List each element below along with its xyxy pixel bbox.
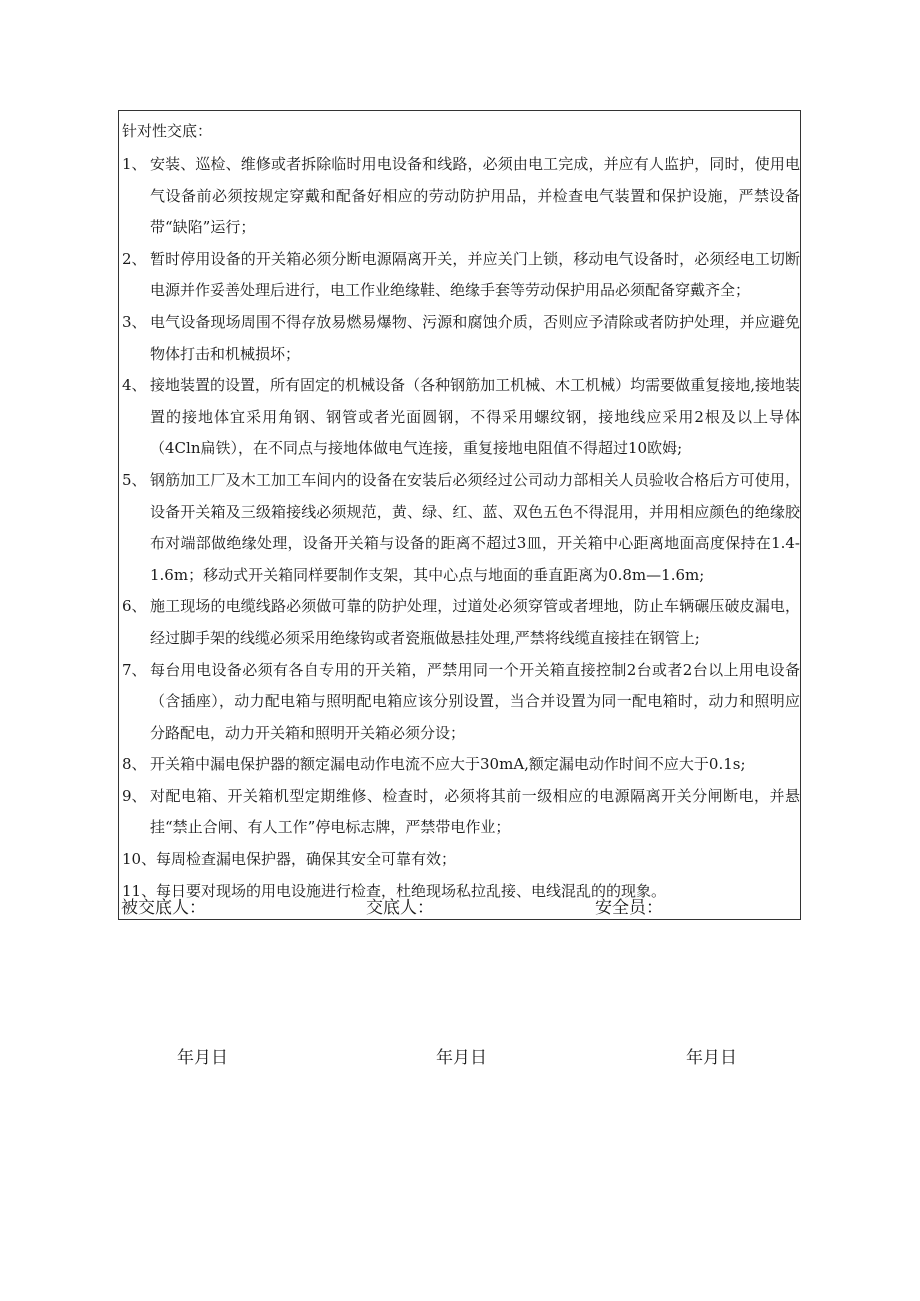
safety-officer-date: 年月日 xyxy=(686,1048,737,1068)
item-number: 11、 xyxy=(122,881,157,900)
item-number: 10、 xyxy=(122,850,157,869)
receiver-label: 被交底人： xyxy=(121,898,206,918)
item-number: 1、 xyxy=(122,155,147,173)
list-item xyxy=(122,149,800,244)
discloser-label: 交底人： xyxy=(366,898,434,918)
section-heading: 针对性交底： xyxy=(122,122,213,140)
list-item xyxy=(122,655,800,750)
item-number: 4、 xyxy=(122,376,147,395)
signature-row xyxy=(121,897,799,919)
list-item xyxy=(122,465,800,591)
list-item xyxy=(122,749,800,781)
item-text: 接地装置的设置，所有固定的机械设备（各种钢筋加工机械、木工机械）均需要做重复接地,接地装置的接地体宜采用角钢、钢管或者光面圆钢，不得采用螺纹钢，接地线应采用2根及以上导体（4Cln扁铁），在不同点与接地体做电气连接，重复接地电阻值不得超过10欧姆; xyxy=(150,376,800,458)
item-text: 每日要对现场的用电设施进行检查，杜绝现场私拉乱接、电线混乱的的现象。 xyxy=(156,881,667,900)
item-number: 7、 xyxy=(122,660,147,679)
safety-officer-label: 安全员： xyxy=(595,898,663,918)
item-number: 3、 xyxy=(122,312,147,331)
list-item xyxy=(122,307,800,370)
item-text: 每台用电设备必须有各自专用的开关箱，严禁用同一个开关箱直接控制2台或者2台以上用电设备（含插座），动力配电箱与照明配电箱应该分别设置，当合并设置为同一配电箱时，动力和照明应分路配电，动力开关箱和照明开关箱必须分设； xyxy=(150,660,800,742)
item-number: 8、 xyxy=(122,755,147,774)
item-text: 安装、巡检、维修或者拆除临时用电设备和线路，必须由电工完成，并应有人监护，同时，使用电气设备前必须按规定穿戴和配备好相应的劳动防护用品，并检查电气装置和保护设施，严禁设备带“缺陷”运行； xyxy=(150,155,800,237)
list-item xyxy=(122,244,800,307)
item-list xyxy=(122,149,800,907)
discloser-date: 年月日 xyxy=(436,1048,487,1068)
item-text: 施工现场的电缆线路必须做可靠的防护处理，过道处必须穿管或者埋地，防止车辆碾压破皮漏电，经过脚手架的线缆必须采用绝缘钩或者瓷瓶做悬挂处理,严禁将线缆直接挂在钢管上; xyxy=(150,597,800,647)
item-text: 对配电箱、开关箱机型定期维修、检查时，必须将其前一级相应的电源隔离开关分闸断电，并悬挂“禁止合闸、有人工作”停电标志牌，严禁带电作业； xyxy=(150,786,800,837)
list-item xyxy=(122,781,800,844)
item-text: 开关箱中漏电保护器的额定漏电动作电流不应大于30mA,额定漏电动作时间不应大于0.1s; xyxy=(150,755,746,774)
list-item xyxy=(122,591,800,654)
item-text: 每周检查漏电保护器，确保其安全可靠有效； xyxy=(156,850,457,869)
item-number: 5、 xyxy=(122,470,147,489)
date-row xyxy=(0,1046,920,1070)
item-text: 钢筋加工厂及木工加工车间内的设备在安装后必须经过公司动力部相关人员验收合格后方可使用，设备开关箱及三级箱接线必须规范，黄、绿、红、蓝、双色五色不得混用，并用相应颜色的绝缘胶布对端部做绝缘处理，设备开关箱与设备的距离不超过3皿，开关箱中心距离地面高度保持在1.4-1.6m；移动式开关箱同样要制作支架，其中心点与地面的垂直距离为0.8m—1.6m; xyxy=(150,470,800,584)
item-text: 电气设备现场周围不得存放易燃易爆物、污源和腐蚀介质，否则应予清除或者防护处理，并应避免物体打击和机械损坏； xyxy=(150,312,800,363)
receiver-date: 年月日 xyxy=(177,1048,228,1068)
item-number: 9、 xyxy=(122,786,147,805)
disclosure-table xyxy=(118,110,801,920)
list-item xyxy=(122,370,800,465)
list-item xyxy=(122,844,800,876)
item-text: 暂时停用设备的开关箱必须分断电源隔离开关，并应关门上锁，移动电气设备时，必须经电工切断电源并作妥善处理后进行，电工作业绝缘鞋、绝缘手套等劳动保护用品必须配备穿戴齐全； xyxy=(150,249,800,300)
item-number: 6、 xyxy=(122,597,147,616)
item-number: 2、 xyxy=(122,249,147,268)
